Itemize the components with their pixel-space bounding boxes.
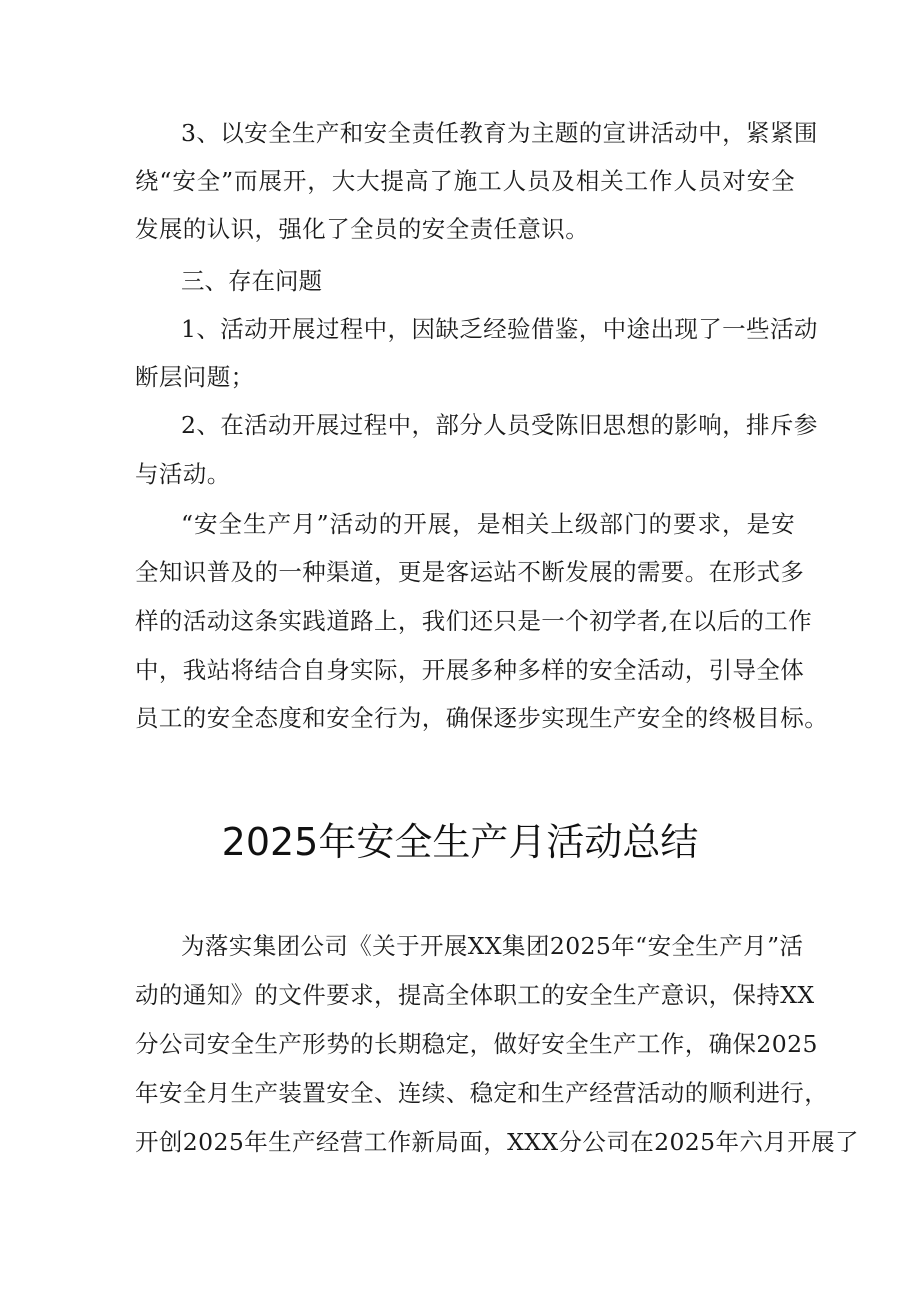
document-title: 2025年安全生产月活动总结 <box>221 820 699 864</box>
text-line: 员工的安全态度和安全行为，确保逐步实现生产安全的终极目标。 <box>135 704 829 732</box>
text-line: 与活动。 <box>135 460 231 488</box>
text-line: 年安全月生产装置安全、连续、稳定和生产经营活动的顺利进行， <box>135 1079 829 1107</box>
text-line: 为落实集团公司《关于开展XX集团2025年“安全生产月”活 <box>181 932 804 960</box>
text-line: 动的通知》的文件要求，提高全体职工的安全生产意识，保持XX <box>135 981 815 1009</box>
text-line: 3、以安全生产和安全责任教育为主题的宣讲活动中，紧紧围 <box>181 119 818 147</box>
text-line: 分公司安全生产形势的长期稳定，做好安全生产工作，确保2025 <box>135 1030 818 1058</box>
text-line: 发展的认识，强化了全员的安全责任意识。 <box>135 215 590 243</box>
text-line: “安全生产月”活动的开展，是相关上级部门的要求，是安 <box>181 510 795 538</box>
text-line: 中，我站将结合自身实际，开展多种多样的安全活动，引导全体 <box>135 656 805 684</box>
text-line: 断层问题； <box>135 363 255 391</box>
text-line: 1、活动开展过程中，因缺乏经验借鉴，中途出现了一些活动 <box>181 315 818 343</box>
text-line: 2、在活动开展过程中，部分人员受陈旧思想的影响，排斥参 <box>181 411 818 439</box>
text-line: 绕“安全”而展开，大大提高了施工人员及相关工作人员对安全 <box>135 167 795 195</box>
section-heading: 三、存在问题 <box>181 267 322 295</box>
text-line: 开创2025年生产经营工作新局面，XXX分公司在2025年六月开展了 <box>135 1128 859 1156</box>
text-line: 全知识普及的一种渠道，更是客运站不断发展的需要。在形式多 <box>135 558 805 586</box>
text-line: 样的活动这条实践道路上，我们还只是一个初学者,在以后的工作 <box>135 607 813 635</box>
